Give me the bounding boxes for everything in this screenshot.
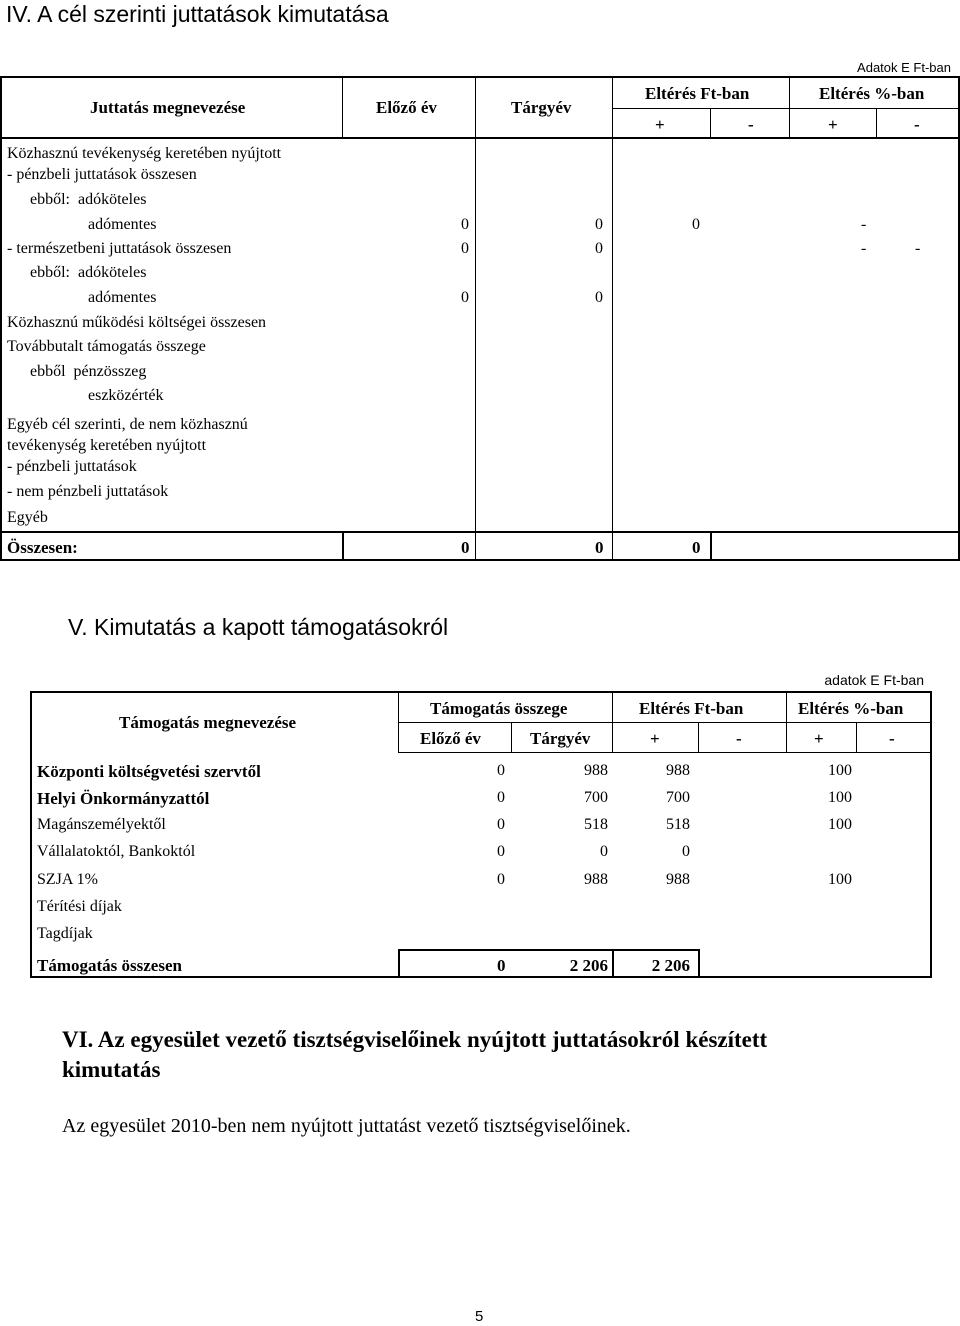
cell-pct-plus: 100 [828, 762, 852, 779]
col-header-diff-ft: Eltérés Ft-ban [645, 84, 750, 103]
cell-prev: 0 [497, 871, 505, 888]
total-curr: 0 [595, 538, 604, 557]
cell-prev: 0 [461, 289, 469, 306]
cell-pct-plus: 100 [828, 789, 852, 806]
col-header-minus-2: - [914, 115, 920, 134]
cell-curr: 0 [600, 843, 608, 860]
cell-ft-plus: 518 [666, 816, 690, 833]
cell-prev: 0 [497, 789, 505, 806]
cell-prev: 0 [497, 843, 505, 860]
cell-ft-plus: 988 [666, 871, 690, 888]
support-total-prev: 0 [497, 956, 506, 975]
col-header-support-plus-2: + [814, 729, 824, 748]
col-header-support-diff-ft: Eltérés Ft-ban [639, 699, 744, 718]
table-row-label: adómentes [88, 216, 157, 233]
section-6-title-line-2: kimutatás [62, 1057, 161, 1082]
table-row-label: eszközérték [88, 387, 164, 404]
cell-ft-plus: 0 [692, 216, 700, 233]
table-row-label: - pénzbeli juttatások összesen [7, 166, 197, 183]
support-total-label: Támogatás összesen [37, 956, 182, 975]
col-header-support-amount: Támogatás összege [430, 699, 568, 718]
cell-ft-plus: 700 [666, 789, 690, 806]
col-header-support-diff-pct: Eltérés %-ban [798, 699, 904, 718]
cell-curr: 0 [595, 216, 603, 233]
cell-ft-minus: - [861, 216, 867, 233]
table-row-label: ebből pénzösszeg [30, 363, 147, 380]
table-row-label: Közhasznú tevékenység keretében nyújtott [7, 145, 282, 162]
col-header-support-name: Támogatás megnevezése [119, 713, 297, 732]
table-row-label: Egyéb [7, 509, 48, 526]
table-row-label: adómentes [88, 289, 157, 306]
col-header-minus-1: - [748, 115, 754, 134]
support-total-curr: 2 206 [569, 956, 608, 975]
cell-pct-minus: - [915, 240, 921, 257]
section-5-title: V. Kimutatás a kapott támogatásokról [68, 614, 449, 640]
section-5-unit-note: adatok E Ft-ban [824, 672, 924, 688]
section-6-body: Az egyesület 2010-ben nem nyújtott juttatást vezető tisztségviselőinek. [62, 1115, 631, 1137]
table-row-label: ebből: adóköteles [30, 264, 147, 281]
cell-prev: 0 [461, 240, 469, 257]
cell-prev: 0 [461, 216, 469, 233]
table-row-label: - pénzbeli juttatások [7, 458, 137, 475]
cell-curr: 518 [584, 816, 608, 833]
cell-ft-plus: 0 [682, 843, 690, 860]
table-row-label: Közhasznú működési költségei összesen [7, 314, 267, 331]
cell-curr: 988 [584, 871, 608, 888]
cell-curr: 988 [584, 762, 608, 779]
table-row-label: Egyéb cél szerinti, de nem közhasznú [7, 416, 248, 433]
table-row-label: Helyi Önkormányzattól [37, 789, 210, 808]
cell-curr: 0 [595, 240, 603, 257]
table-row-label: SZJA 1% [37, 871, 98, 888]
col-header-curr: Tárgyév [511, 98, 572, 117]
cell-prev: 0 [497, 762, 505, 779]
cell-prev: 0 [497, 816, 505, 833]
col-header-name: Juttatás megnevezése [90, 98, 246, 117]
col-header-plus-1: + [655, 115, 665, 134]
col-header-support-curr: Tárgyév [530, 729, 591, 748]
table-row-label: - természetbeni juttatások összesen [7, 240, 232, 257]
table-row-label: tevékenység keretében nyújtott [7, 437, 207, 454]
table-row-label: Magánszemélyektől [37, 816, 166, 833]
col-header-support-minus-2: - [889, 729, 895, 748]
page-number: 5 [475, 1308, 484, 1325]
table-row-label: Tagdíjak [37, 925, 93, 942]
cell-ft-plus: 988 [666, 762, 690, 779]
total-ft-plus: 0 [692, 538, 701, 557]
col-header-prev: Előző év [376, 98, 437, 117]
cell-curr: 0 [595, 289, 603, 306]
table-row-label: Vállalatoktól, Bankoktól [37, 843, 196, 860]
col-header-support-plus-1: + [650, 729, 660, 748]
cell-pct-plus: 100 [828, 871, 852, 888]
col-header-support-minus-1: - [736, 729, 742, 748]
table-row-label: - nem pénzbeli juttatások [7, 483, 169, 500]
total-prev: 0 [461, 538, 470, 557]
total-label: Összesen: [7, 538, 78, 557]
col-header-diff-pct: Eltérés %-ban [819, 84, 925, 103]
col-header-support-prev: Előző év [420, 729, 481, 748]
cell-ft-minus: - [861, 240, 867, 257]
table-row-label: ebből: adóköteles [30, 191, 147, 208]
table-row-label: Központi költségvetési szervtől [37, 762, 261, 781]
cell-curr: 700 [584, 789, 608, 806]
table-row-label: Térítési díjak [37, 898, 122, 915]
support-total-ft-plus: 2 206 [651, 956, 690, 975]
section-6-title-line-1: VI. Az egyesület vezető tisztségviselőinek nyújtott juttatásokról készített [62, 1027, 768, 1052]
section-4-title: IV. A cél szerinti juttatások kimutatása [6, 1, 389, 27]
table-row-label: Továbbutalt támogatás összege [7, 338, 206, 355]
cell-pct-plus: 100 [828, 816, 852, 833]
col-header-plus-2: + [828, 115, 838, 134]
section-4-unit-note: Adatok E Ft-ban [857, 60, 951, 75]
